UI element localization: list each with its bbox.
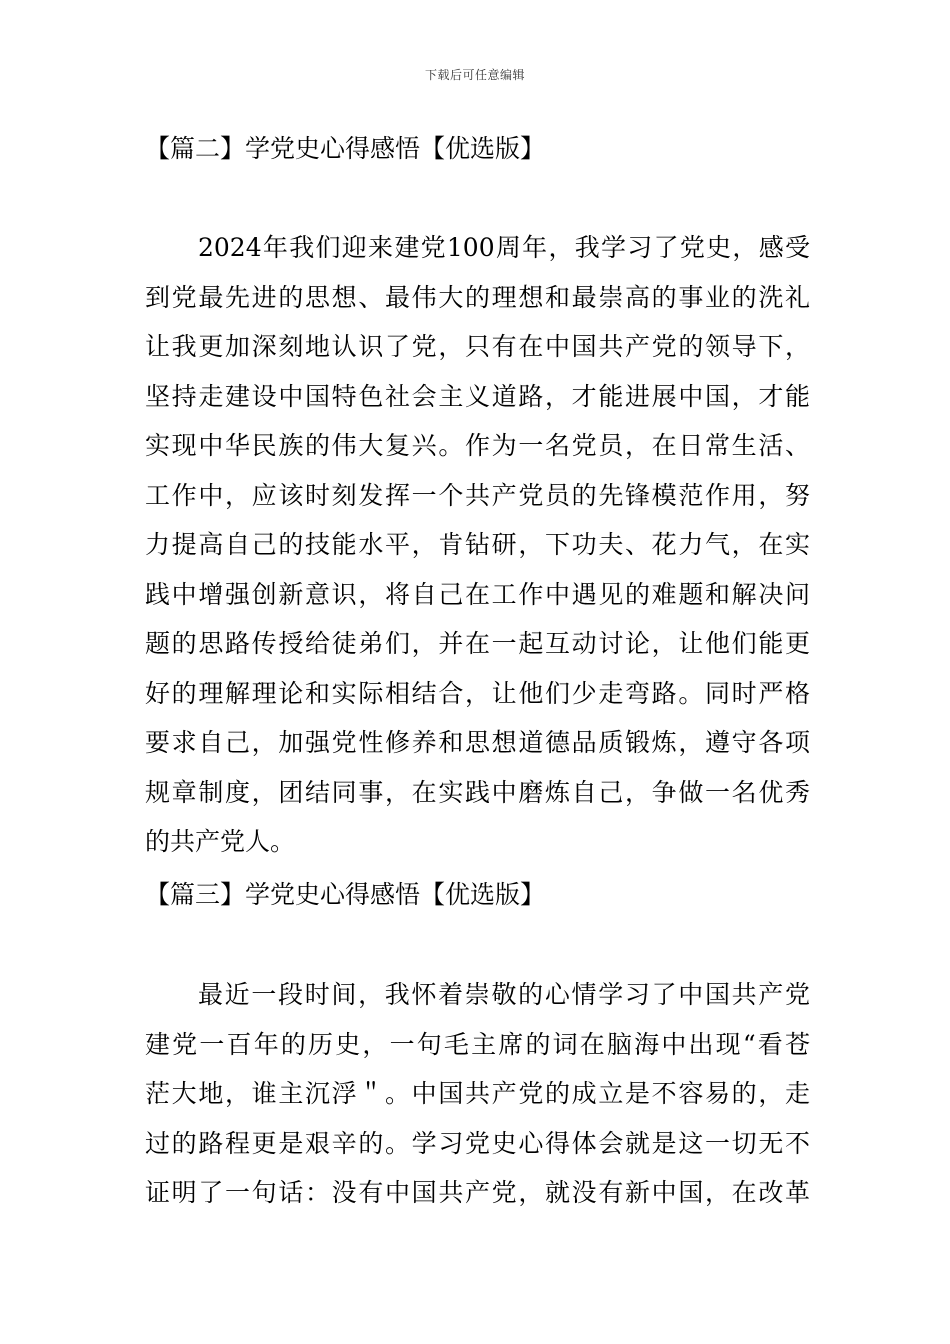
paragraph-line: 过的路程更是艰辛的。学习党史心得体会就是这一切无不: [145, 1128, 810, 1158]
paragraph-line: 坚持走建设中国特色社会主义道路，才能进展中国，才能: [145, 381, 810, 411]
paragraph-line: 建党一百年的历史，一句毛主席的词在脑海中出现“看苍: [145, 1029, 810, 1059]
section-heading: 【篇二】学党史心得感悟【优选版】: [145, 134, 546, 163]
paragraph-line: 力提高自己的技能水平，肯钻研，下功夫、花力气，在实: [145, 530, 810, 559]
paragraph-line: 要求自己，加强党性修养和思想道德品质锻炼，遵守各项: [145, 728, 810, 757]
paragraph-line: 实现中华民族的伟大复兴。作为一名党员，在日常生活、: [145, 431, 810, 460]
paragraph-line: 好的理解理论和实际相结合，让他们少走弯路。同时严格: [145, 678, 810, 708]
section-heading: 【篇三】学党史心得感悟【优选版】: [145, 880, 546, 909]
paragraph: [145, 970, 810, 1218]
paragraph-line: 到党最先进的思想、最伟大的理想和最崇高的事业的洗礼: [145, 282, 810, 312]
paragraph-line: 的共产党人。: [145, 827, 296, 856]
paragraph-line: 茫大地，谁主沉浮＂。中国共产党的成立是不容易的，走: [145, 1079, 810, 1108]
paragraph-line: 2024年我们迎来建党100周年，我学习了党史，感受: [198, 233, 810, 262]
paragraph: [145, 223, 810, 867]
paragraph-line: 工作中，应该时刻发挥一个共产党员的先锋模范作用，努: [145, 480, 810, 510]
paragraph-line: 践中增强创新意识，将自己在工作中遇见的难题和解决问: [145, 579, 810, 609]
paragraph-line: 让我更加深刻地认识了党，只有在中国共产党的领导下，: [145, 332, 810, 361]
paragraph-line: 证明了一句话：没有中国共产党，就没有新中国，在改革: [145, 1178, 810, 1207]
paragraph-line: 规章制度，团结同事，在实践中磨炼自己，争做一名优秀: [145, 777, 810, 807]
paragraph-line: 题的思路传授给徒弟们，并在一起互动讨论，让他们能更: [145, 629, 810, 658]
paragraph-line: 最近一段时间，我怀着崇敬的心情学习了中国共产党: [198, 980, 810, 1009]
page-header: 下载后可任意编辑: [424, 68, 525, 82]
